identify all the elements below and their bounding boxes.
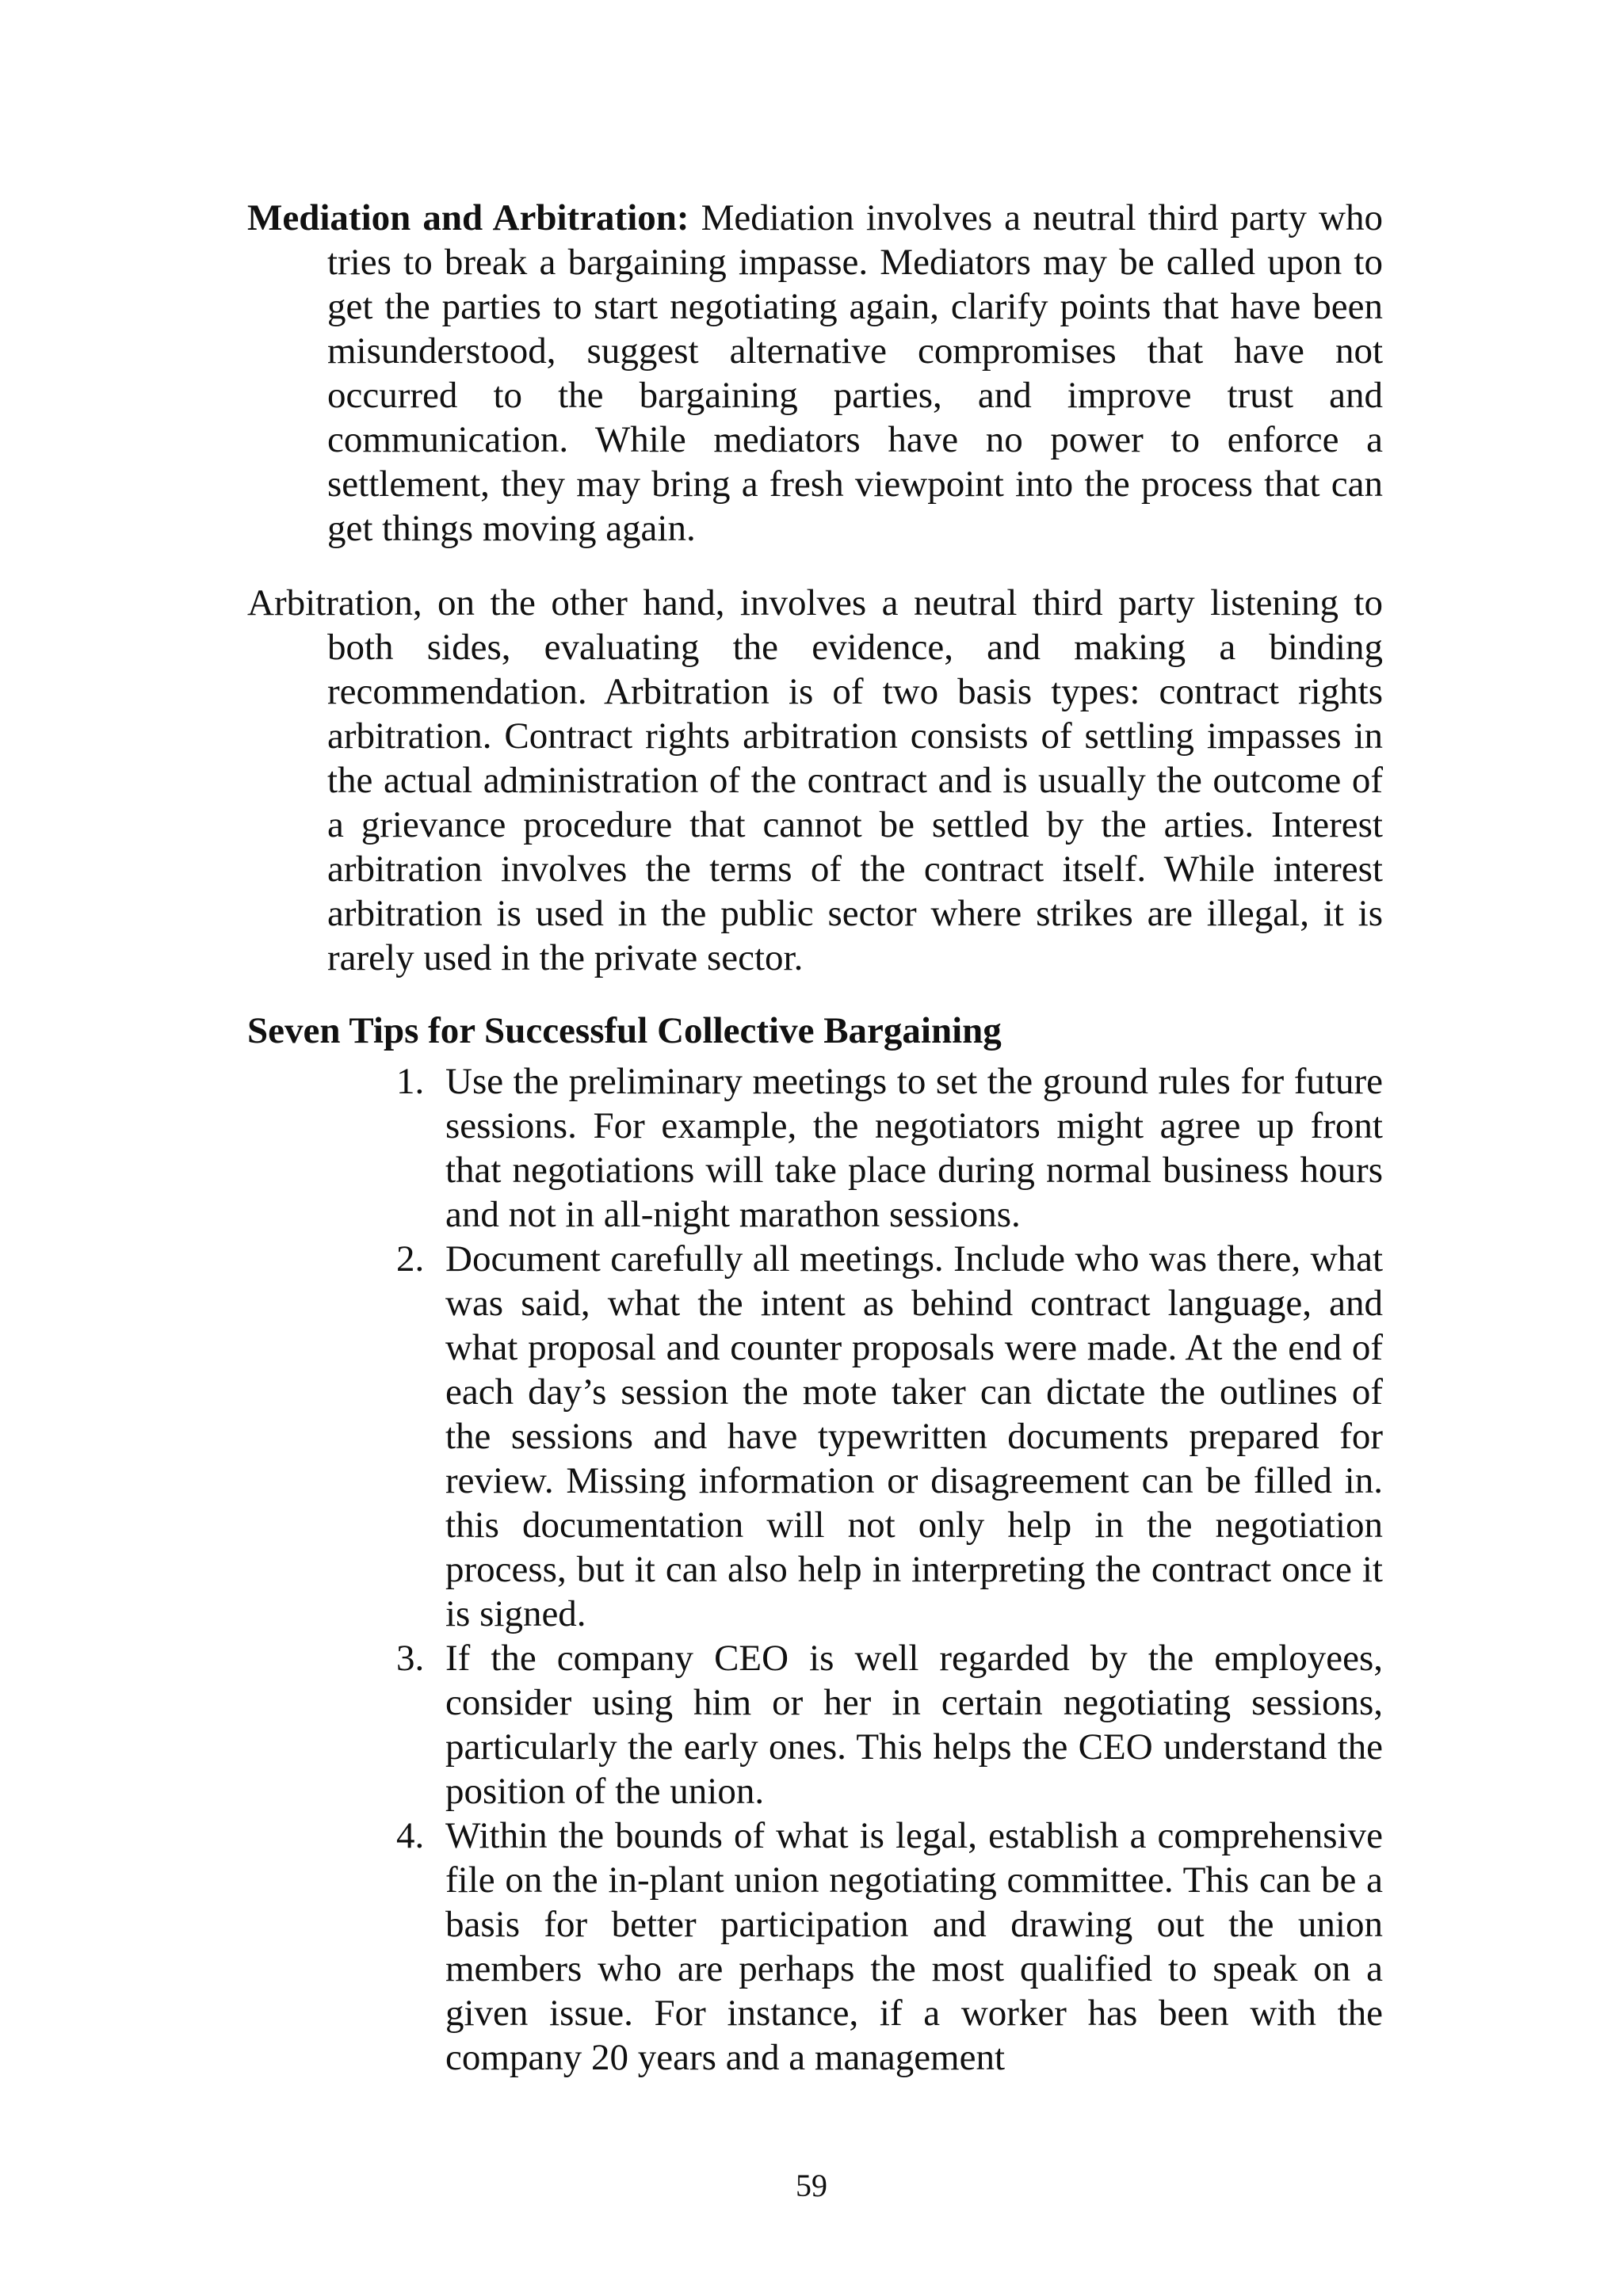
list-item-text: Use the preliminary meetings to set the ground rules for future sessions. For example, the negotiators might agree up front that negotiations will take place during normal business hours and not in all-night marathon sessions. xyxy=(445,1061,1383,1235)
list-item-text: If the company CEO is well regarded by the employees, consider using him or her in certain negotiating sessions, particularly the early ones. This helps the CEO understand the position of the union. xyxy=(445,1638,1383,1812)
list-item xyxy=(396,1237,1383,1636)
tips-list xyxy=(247,1059,1383,2080)
mediation-paragraph xyxy=(247,196,1383,551)
list-item xyxy=(396,1636,1383,1814)
list-item-text: Within the bounds of what is legal, establish a comprehensive file on the in-plant union negotiating committee. This can be a basis for better participation and drawing out the union members who are perhaps the most qualified to speak on a given issue. For instance, if a worker has been with the company 20 years and a management xyxy=(445,1815,1383,2078)
list-item-number: 1. xyxy=(396,1061,425,1102)
list-item-text: Document carefully all meetings. Include who was there, what was said, what the intent as behind contract language, and what proposal and counter proposals were made. At the end of each day’s session the mote taker can dictate the outlines of the sessions and have typewritten documents prepared for review. Missing information or disagreement can be filled in. this documentation will not only help in the negotiation process, but it can also help in interpreting the contract once it is signed. xyxy=(445,1238,1383,1634)
list-item-number: 3. xyxy=(396,1638,425,1679)
tips-heading: Seven Tips for Successful Collective Bargaining xyxy=(247,1010,1002,1051)
document-page xyxy=(247,196,1383,2080)
page-number: 59 xyxy=(796,2168,827,2203)
list-item-number: 2. xyxy=(396,1238,425,1280)
list-item xyxy=(396,1814,1383,2080)
arbitration-paragraph xyxy=(247,581,1383,980)
arbitration-text: Arbitration, on the other hand, involves a neutral third party listening to both sides, evaluating the evidence, and making a binding recommendation. Arbitration is of two basis types: contract rights arbitration. Contract rights arbitration consists of settling impasses in the actual administration of the contract and is usually the outcome of a grievance procedure that cannot be settled by the arties. Interest arbitration involves the terms of the contract itself. While interest arbitration is used in the public sector where strikes are illegal, it is rarely used in the private sector. xyxy=(247,582,1383,978)
mediation-text: Mediation involves a neutral third party who tries to break a bargaining impasse. Mediators may be called upon to get the parties to start negotiating again, clarify points that have been misunderstood, suggest alternative compromises that have not occurred to the bargaining parties, and improve trust and communication. While mediators have no power to enforce a settlement, they may bring a fresh viewpoint into the process that can get things moving again. xyxy=(327,197,1383,549)
list-item-number: 4. xyxy=(396,1815,425,1856)
mediation-lead: Mediation and Arbitration: xyxy=(247,197,689,238)
list-item xyxy=(396,1059,1383,1237)
